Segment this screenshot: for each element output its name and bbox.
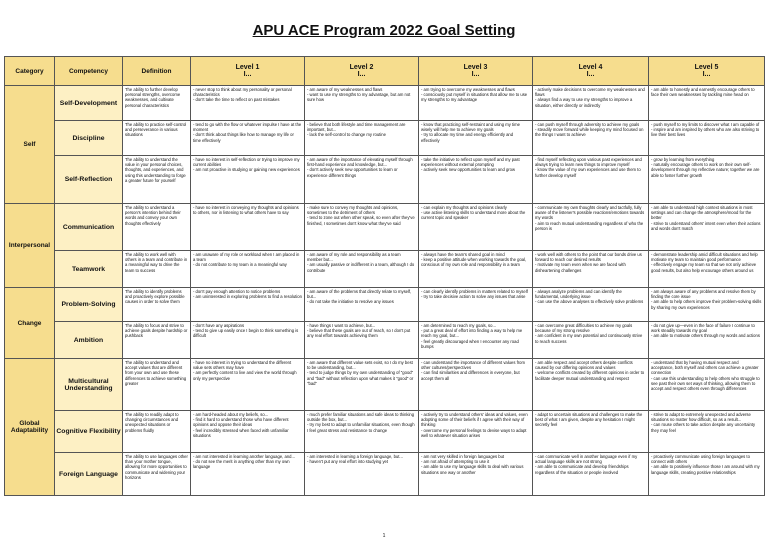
level-statement: - can rouse others to take action despite any uncertainty they may feel — [651, 422, 756, 433]
level-statement: - am interested in learning a foreign language, but... — [307, 454, 403, 459]
level-5-name: Level 5 — [694, 64, 719, 71]
level-statement: - understand that by having mutual respect and acceptance, both myself and others can achieve a greater connection — [651, 360, 759, 376]
level-statement: - don't pay enough attention to notice problems — [193, 289, 281, 294]
competency-name: Problem-Solving — [55, 288, 123, 322]
competency-definition: The ability to focus and strive to achieve goals despite hardship or pushback — [123, 322, 191, 359]
level-statement: - welcome conflicts created by different opinions in order to facilitate deeper mutual understanding and respect — [535, 370, 645, 381]
level-5-cell — [649, 453, 765, 496]
header-level-1 — [191, 57, 305, 86]
level-4-cell — [533, 156, 649, 204]
level-statement: - take the initiative to reflect upon myself and my past experiences without external prompting — [421, 157, 520, 168]
level-statement: - am able to motivate others through my words and actions — [651, 333, 760, 339]
level-statement: - am aware of the importance of elevating myself through first-hand experience and knowledge, but... — [307, 157, 413, 168]
level-1-cell — [191, 251, 305, 288]
level-statement: - feel greatly discouraged when I encounter any road bumps — [421, 338, 519, 349]
level-1-cell — [191, 288, 305, 322]
category-interpersonal: Interpersonal — [5, 204, 55, 288]
level-2-cell — [305, 86, 419, 121]
level-statement: - always analyze problems and can identify the fundamental, underlying issue — [535, 289, 622, 300]
level-statement: - tend to go with the flow or whatever impulse I have at the moment — [193, 122, 302, 133]
level-statement: - do not take the initiative to resolve any issues — [307, 299, 394, 305]
level-statement: - don't think about things like how to manage my life or time effectively — [193, 132, 294, 143]
header-level-4 — [533, 57, 649, 86]
level-statement: - can find similarities and differences in everyone, but accept them all — [421, 370, 520, 381]
level-statement: - have things I want to achieve, but... — [307, 323, 376, 328]
level-statement: - aim to reach mutual understanding regardless of who the person is — [535, 220, 644, 231]
level-statement: - don't take the time to reflect on past mistakes — [193, 97, 280, 103]
level-4-cell — [533, 288, 649, 322]
level-statement: - actively seek new opportunities to learn and grow — [421, 167, 516, 173]
table-row — [5, 86, 765, 121]
level-statement: - don't actively seek new opportunities to learn or experience different things — [307, 167, 398, 178]
level-2-cell — [305, 359, 419, 411]
level-2-name: Level 2 — [349, 64, 374, 71]
header-level-2 — [305, 57, 419, 86]
level-statement: - communicate my own thoughts clearly and tactfully, fully aware of the listener's possible reactions/emotions towards my words — [535, 205, 645, 221]
level-2-cell — [305, 322, 419, 359]
level-statement: - am able to use my language skills to deal with various situations one way or another — [421, 464, 524, 475]
level-statement: - demonstrate leadership amid difficult situations and help motivate my team to maintain good performance — [651, 252, 758, 263]
header-definition: Definition — [123, 57, 191, 86]
level-statement: - tend to zone out when other speak, so even after they've finished, I sometimes don't know what they've said — [307, 215, 415, 226]
level-3-cell — [419, 156, 533, 204]
level-4-cell — [533, 411, 649, 453]
level-4-cell — [533, 121, 649, 156]
level-statement: - am aware of my role and responsibility as a team member but... — [307, 252, 401, 263]
level-1-name: Level 1 — [235, 64, 260, 71]
level-statement: - know that practicing self-restraint and using my time wisely will help me to achieve my goals — [421, 122, 520, 133]
competency-definition: The ability to understand and accept values that are different from your own and use these differences to achieve something greater — [123, 359, 191, 411]
header-level-5 — [649, 57, 765, 86]
level-statement: - lack the self-control to change my routine — [307, 132, 386, 138]
level-3-name: Level 3 — [463, 64, 488, 71]
level-statement: - don't have any aspirations — [193, 323, 245, 328]
level-statement: - am able to honestly and earnestly encourage others to face their own weaknesses by tackling mine head on — [651, 87, 755, 98]
level-statement: - am hard-headed about my beliefs, so... — [193, 412, 269, 417]
competency-definition: The ability to understand the value in your personal choices, thoughts, and experiences, and using this understanding to forge a greater future for yourself — [123, 156, 191, 204]
level-statement: - always have the team's shared goal in mind — [421, 252, 505, 257]
level-2-cell — [305, 251, 419, 288]
level-statement: - am not proactive in studying or gaining new experiences — [193, 167, 300, 173]
level-5-cell — [649, 359, 765, 411]
table-row — [5, 359, 765, 411]
level-statement: - am determined to reach my goals, so... — [421, 323, 496, 328]
level-statement: - actively make decisions to overcome my weaknesses and flaws — [535, 87, 645, 98]
level-statement: - am not afraid of attempting to use it — [421, 459, 490, 465]
competency-definition: The ability to further develop personal strengths, overcome weaknesses, and cultivate personal characteristics — [123, 86, 191, 121]
competency-name: Ambition — [55, 322, 123, 359]
level-1-cell — [191, 359, 305, 411]
competency-name: Discipline — [55, 121, 123, 156]
level-statement: - do not see the merit in anything other than my own language — [193, 459, 290, 470]
level-statement: - feel incredibly stressed when faced with unfamiliar situations — [193, 427, 289, 438]
level-statement: - believe that these goals are out of reach, so I don't put any real effort towards achieving them — [307, 328, 411, 339]
level-statement: - am usually passive or indifferent in a team, although I do contribute — [307, 262, 415, 273]
level-statement: - want to use my strengths to my advantage, but am not sure how — [307, 92, 411, 103]
level-statement: - can communicate well in another language even if my actual language skills are not strong — [535, 454, 638, 465]
level-statement: - find myself reflecting upon various past experiences and always trying to learn new things to improve myself — [535, 157, 642, 168]
level-statement: - inspire and am inspired by others who are also striving to live their best lives — [651, 127, 760, 138]
level-5-cell — [649, 322, 765, 359]
level-1-cell — [191, 156, 305, 204]
level-3-mark: I... — [471, 71, 480, 78]
level-1-cell — [191, 322, 305, 359]
level-4-cell — [533, 322, 649, 359]
page-number: 1 — [382, 533, 386, 539]
level-statement: - use active listening skills to understand more about the current topic and speaker — [421, 210, 526, 221]
level-statement: - much prefer familiar situations and safe ideas to thinking outside the box, but... — [307, 412, 415, 423]
level-2-cell — [305, 288, 419, 322]
level-statement: - am able to positively influence those I am around with my language skills, creating positive relationships — [651, 464, 760, 475]
level-4-cell — [533, 453, 649, 496]
level-1-cell — [191, 411, 305, 453]
competency-definition: The ability to practice self-control and perseverance in various situations — [123, 121, 191, 156]
level-statement: - naturally encourage others to work on their own self-development through my reflective nature; together we are able to foster further growth — [651, 162, 760, 178]
level-1-cell — [191, 204, 305, 251]
category-self: Self — [5, 86, 55, 204]
level-5-cell — [649, 411, 765, 453]
level-statement: - effectively engage my team so that we not only achieve good results, but also help encourage others around us — [651, 262, 757, 273]
competency-name: Self-Development — [55, 86, 123, 121]
table-row — [5, 156, 765, 204]
page-title: APU ACE Program 2022 Goal Setting — [252, 22, 516, 39]
level-statement: - am confident in my own potential and continuously strive to reach success — [535, 333, 643, 344]
level-statement: - am aware of my weaknesses and flaws — [307, 87, 383, 92]
level-statement: - haven't put any real effort into studying yet — [307, 459, 389, 465]
level-2-cell — [305, 204, 419, 251]
level-statement: - have no interest in trying to understand the different value sets others may have — [193, 360, 292, 371]
level-statement: - am trying to overcome my weaknesses and flaws — [421, 87, 515, 92]
level-statement: - can push myself through adversity to achieve my goals — [535, 122, 640, 127]
level-2-cell — [305, 156, 419, 204]
level-statement: - push myself to my limits to discover what I am capable of — [651, 122, 760, 127]
level-5-cell — [649, 204, 765, 251]
level-statement: - proactively communicate using foreign languages to connect with others — [651, 454, 750, 465]
level-3-cell — [419, 288, 533, 322]
level-statement: - am able to help others improve their problem-solving skills by sharing my own experiences — [651, 299, 762, 310]
level-1-cell — [191, 86, 305, 121]
level-4-cell — [533, 359, 649, 411]
goal-setting-table — [4, 56, 765, 496]
level-statement: - am always aware of any problems and resolve them by finding the core issue — [651, 289, 756, 300]
level-statement: - try to take decisive action to solve any issues that arise — [421, 294, 526, 300]
level-statement: - know the value of my own experiences and use them to further develop myself — [535, 167, 641, 178]
level-5-cell — [649, 251, 765, 288]
level-3-cell — [419, 86, 533, 121]
level-statement: - am not interested in learning another language, and... — [193, 454, 295, 459]
level-4-mark: I... — [586, 71, 595, 78]
level-statement: - do not contribute to my team in a meaningful way — [193, 262, 287, 268]
level-3-cell — [419, 322, 533, 359]
table-row — [5, 121, 765, 156]
level-statement: - am perfectly content to live and view the world through only my perspective — [193, 370, 297, 381]
competency-definition: The ability to work well with others in a team and contribute in a meaningful way to drive the team to success — [123, 251, 191, 288]
level-statement: - can clearly identify problems in matters related to myself — [421, 289, 528, 294]
level-statement: - actively try to understand others' ideas and values, even adopting some of their beliefs if I agree with their way of thinking — [421, 412, 528, 428]
level-3-cell — [419, 251, 533, 288]
level-statement: - am able to understand high context situations in most settings and can change the atmosphere/mood for the better — [651, 205, 753, 221]
level-statement: - tend to judge things by my own understanding of "good" and "bad" without reflection upon what makes it "good" or "bad" — [307, 370, 414, 386]
level-statement: - can understand the importance of different values from other cultures/perspectives — [421, 360, 525, 371]
level-statement: - tend to give up easily once I begin to think something is difficult — [193, 328, 299, 339]
level-5-mark: I... — [702, 71, 711, 78]
competency-definition: The ability to use languages other than your mother tongue, allowing for more opportunities to communicate and widening your horizons — [123, 453, 191, 496]
level-5-cell — [649, 288, 765, 322]
level-3-cell — [419, 204, 533, 251]
competency-name: Multicultural Understanding — [55, 359, 123, 411]
level-4-name: Level 4 — [578, 64, 603, 71]
table-row — [5, 251, 765, 288]
level-2-cell — [305, 453, 419, 496]
level-statement: - do not give up—even in the face of failure I continue to work steadily towards my goal — [651, 323, 755, 334]
competency-name: Foreign Language — [55, 453, 123, 496]
level-5-cell — [649, 121, 765, 156]
level-statement: - always find a way to use my strengths to improve a situation, either directly or indirectly — [535, 97, 633, 108]
competency-name: Cognitive Flexibility — [55, 411, 123, 453]
level-statement: - consciously put myself in situations that allow me to use my strengths to my advantage — [421, 92, 528, 103]
level-statement: - am aware that different value sets exist, so I do my best to be understanding, but... — [307, 360, 413, 371]
level-statement: - am uninterested in exploring problems to find a resolution — [193, 294, 302, 300]
level-statement: - am able respect and accept others despite conflicts caused by our differing opinions and values — [535, 360, 633, 371]
competency-name: Communication — [55, 204, 123, 251]
level-statement: - am not very skilled in foreign languages but — [421, 454, 505, 459]
level-statement: - can use this understanding to help others who struggle to see past their own set ways of thinking, allowing them to accept and respect others even through differences — [651, 375, 760, 392]
level-statement: - steadily move forward while keeping my mind focused on the things I want to achieve — [535, 127, 644, 138]
level-3-cell — [419, 453, 533, 496]
level-1-mark: I... — [243, 71, 252, 78]
level-statement: - have no interest in conveying my thoughts and opinions to others, nor in listening to what others have to say — [193, 205, 299, 216]
category-global: Global Adaptability — [5, 359, 55, 496]
level-4-cell — [533, 251, 649, 288]
level-statement: - grow by learning from everything — [651, 157, 715, 162]
level-5-cell — [649, 156, 765, 204]
level-statement: - find it hard to understand those who have different opinions and oppose their ideas — [193, 417, 289, 428]
level-statement: - believe that both lifestyle and time management are important, but... — [307, 122, 406, 133]
level-statement: - try my best to adapt to unfamiliar situations, even though I feel great stress and resistance to change — [307, 422, 415, 433]
level-statement: - motivate my team even when we are faced with disheartening challenges — [535, 262, 626, 273]
level-statement: - have no interest in self-reflection or trying to improve my current abilities — [193, 157, 300, 168]
level-statement: - keep a positive attitude when working towards the goal, conscious of my own role and responsibility in a team — [421, 257, 527, 268]
level-statement: - am able to communicate and develop friendships regardless of the situation or people involved — [535, 464, 629, 475]
table-row — [5, 411, 765, 453]
level-statement: - can use the above analyses to effectively solve problems — [535, 299, 644, 305]
level-statement: - strive to adapt to extremely unexpected and adverse situations no matter how difficult, so as a result... — [651, 412, 751, 423]
level-statement: - put a great deal of effort into finding a way to help me reach my goal, but... — [421, 328, 523, 339]
level-statement: - work well with others to the point that our bonds drive us forward to reach our desired results — [535, 252, 642, 263]
competency-name: Teamwork — [55, 251, 123, 288]
level-statement: - overcome my personal feelings to devise ways to adapt well to whatever situation arises — [421, 427, 527, 438]
category-change: Change — [5, 288, 55, 359]
level-1-cell — [191, 121, 305, 156]
table-row — [5, 204, 765, 251]
header-row — [5, 57, 765, 86]
header-category: Category — [5, 57, 55, 86]
level-statement: - adapt to uncertain situations and challenges to make the best of what I am given, despite any hesitation I might secretly feel — [535, 412, 643, 428]
level-statement: - am aware of the problems that directly relate to myself, but... — [307, 289, 412, 300]
level-3-cell — [419, 121, 533, 156]
table-row — [5, 288, 765, 322]
level-statement: - am unaware of my role or workload when I am placed in a team — [193, 252, 300, 263]
header-competency: Competency — [55, 57, 123, 86]
table-row — [5, 322, 765, 359]
level-2-cell — [305, 411, 419, 453]
level-4-cell — [533, 204, 649, 251]
header-level-3 — [419, 57, 533, 86]
level-5-cell — [649, 86, 765, 121]
level-4-cell — [533, 86, 649, 121]
table-row — [5, 453, 765, 496]
competency-name: Self-Reflection — [55, 156, 123, 204]
level-statement: - make sure to convey my thoughts and opinions, sometimes to the detriment of others — [307, 205, 399, 216]
level-statement: - can explain my thoughts and opinions clearly — [421, 205, 507, 210]
level-statement: - can overcome great difficulties to achieve my goals because of my strong resolve — [535, 323, 633, 334]
level-1-cell — [191, 453, 305, 496]
level-2-mark: I... — [357, 71, 366, 78]
competency-definition: The ability to understand a person's intention behind their words and convey your own thoughts effectively — [123, 204, 191, 251]
level-3-cell — [419, 359, 533, 411]
level-statement: - never stop to think about my personality or personal characteristics — [193, 87, 292, 98]
competency-definition: The ability to readily adapt to changing circumstances and unexpected situations or problems fluidly — [123, 411, 191, 453]
level-statement: - strive to understand others' intent even when their actions and words don't match — [651, 220, 761, 231]
level-2-cell — [305, 121, 419, 156]
competency-definition: The ability to identify problems and proactively explore possible causes in order to solve them — [123, 288, 191, 322]
level-3-cell — [419, 411, 533, 453]
level-statement: - try to allocate my time and energy efficiently and effectively — [421, 132, 514, 143]
